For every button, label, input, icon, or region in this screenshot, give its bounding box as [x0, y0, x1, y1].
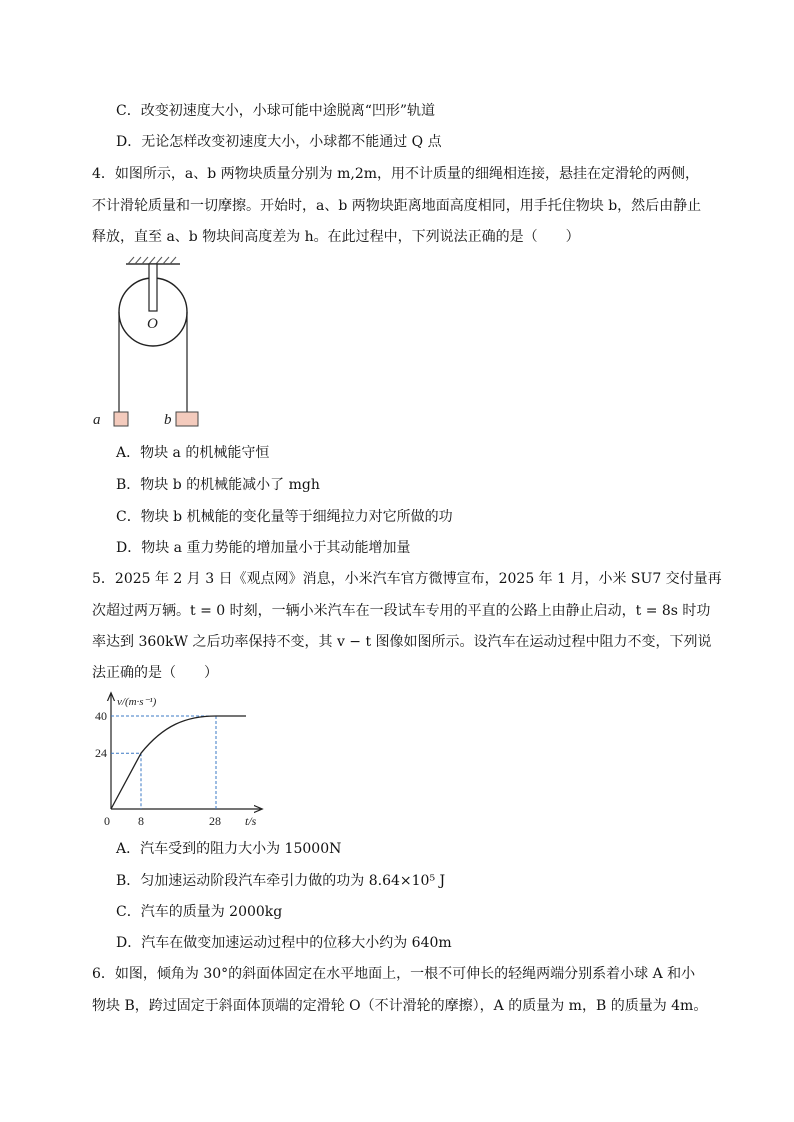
y-axis-label: v/(m·s⁻¹) — [117, 696, 157, 708]
x-tick-label-8: 8 — [138, 814, 144, 828]
q3-option-c: C．改变初速度大小，小球可能中途脱离“凹形”轨道 — [116, 103, 436, 119]
q4-stem-line-2: 不计滑轮质量和一切摩擦。开始时，a、b 两物块距离地面高度相同，用手托住物块 b，然后由静止 — [92, 198, 702, 214]
q5-option-d: D．汽车在做变加速运动过程中的位移大小约为 640m — [116, 935, 452, 951]
pulley-diagram — [88, 255, 218, 430]
q5-stem-line-3: 率达到 360kW 之后功率保持不变，其 v − t 图像如图所示。设汽车在运动过程中阻力不变，下列说 — [92, 634, 712, 650]
q4-option-b: B．物块 b 的机械能减小了 mgh — [116, 477, 320, 493]
x-tick-label-28: 28 — [209, 814, 221, 828]
velocity-curve — [111, 716, 246, 809]
q6-stem-line-2: 物块 B，跨过固定于斜面体顶端的定滑轮 O（不计滑轮的摩擦），A 的质量为 m，B 的质量为 4m。 — [92, 998, 708, 1014]
block-a — [114, 412, 128, 426]
q6-stem-line-1: 6．如图，倾角为 30°的斜面体固定在水平地面上，一根不可伸长的轻绳两端分别系着小球 A 和小 — [92, 966, 696, 982]
pulley-label-o: O — [147, 316, 158, 332]
q5-option-b: B．匀加速运动阶段汽车牵引力做的功为 8.64×10⁵ J — [116, 873, 446, 889]
q4-stem-line-3: 释放，直至 a、b 物块间高度差为 h。在此过程中，下列说法正确的是（ ） — [92, 229, 580, 245]
block-a-label: a — [93, 412, 101, 428]
q4-stem-line-1: 4．如图所示，a、b 两物块质量分别为 m,2m，用不计质量的细绳相连接，悬挂在定滑轮的两侧， — [92, 166, 700, 182]
q4-option-a: A．物块 a 的机械能守恒 — [116, 445, 270, 461]
block-b-label: b — [164, 412, 172, 428]
q5-stem-line-4: 法正确的是（ ） — [92, 665, 218, 681]
y-tick-label-40: 40 — [95, 709, 107, 723]
q4-option-d: D．物块 a 重力势能的增加量小于其动能增加量 — [116, 540, 411, 556]
y-tick-label-24: 24 — [95, 746, 107, 761]
block-b — [176, 412, 198, 426]
q4-option-c: C．物块 b 机械能的变化量等于细绳拉力对它所做的功 — [116, 509, 453, 525]
q5-stem-line-1: 5．2025 年 2 月 3 日《观点网》消息，小米汽车官方微博宣布，2025 年 1 月，小米 SU7 交付量再 — [92, 571, 722, 587]
q5-option-a: A．汽车受到的阻力大小为 15000N — [116, 841, 342, 857]
pulley-mount — [149, 264, 157, 311]
x-axis-label: t/s — [245, 814, 257, 828]
q5-option-c: C．汽车的质量为 2000kg — [116, 904, 283, 920]
ceiling-support — [126, 257, 180, 264]
q3-option-d: D．无论怎样改变初速度大小，小球都不能通过 Q 点 — [116, 134, 442, 150]
x-tick-label-0: 0 — [104, 814, 110, 828]
velocity-time-chart — [95, 690, 275, 830]
q5-stem-line-2: 次超过两万辆。t = 0 时刻，一辆小米汽车在一段试车专用的平直的公路上由静止启动，t = 8s 时功 — [92, 603, 711, 619]
